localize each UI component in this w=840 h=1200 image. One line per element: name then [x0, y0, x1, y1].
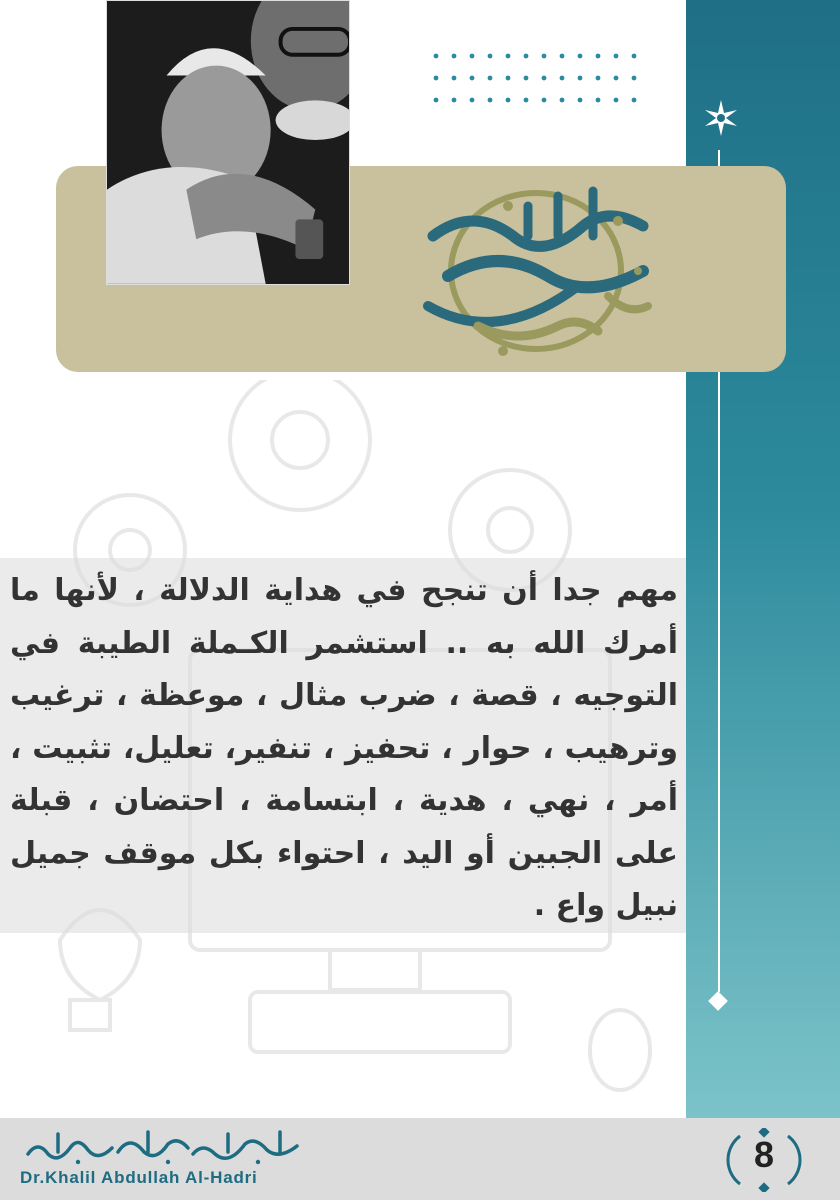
- photo-child-kissing-hand: [106, 0, 350, 285]
- jannat-alhadri-logo: [408, 176, 678, 366]
- body-paragraph: مهم جدا أن تنجح في هداية الدلالة ، لأنها ما أمرك الله به .. استشمر الكـملة الطيبة في التوجيه ، قصة ، ضرب مثال ، موعظة ، ترغيب وترهيب ، حوار ، تحفيز ، تنفير، تعليل، تثبيت ، أمر ، نهي ، هدية ، ابتسامة ، احتضان ، قبلة على الجبين أو اليد ، احتواء بكل موقف جميل نبيل واع .: [10, 573, 678, 923]
- signature-english: Dr.Khalil Abdullah Al-Hadri: [20, 1168, 258, 1187]
- star-ornament-icon: [703, 100, 739, 136]
- arabic-signature-calligraphy: [18, 1126, 308, 1166]
- dot-pattern: [432, 48, 652, 108]
- page-number: 8: [753, 1134, 775, 1175]
